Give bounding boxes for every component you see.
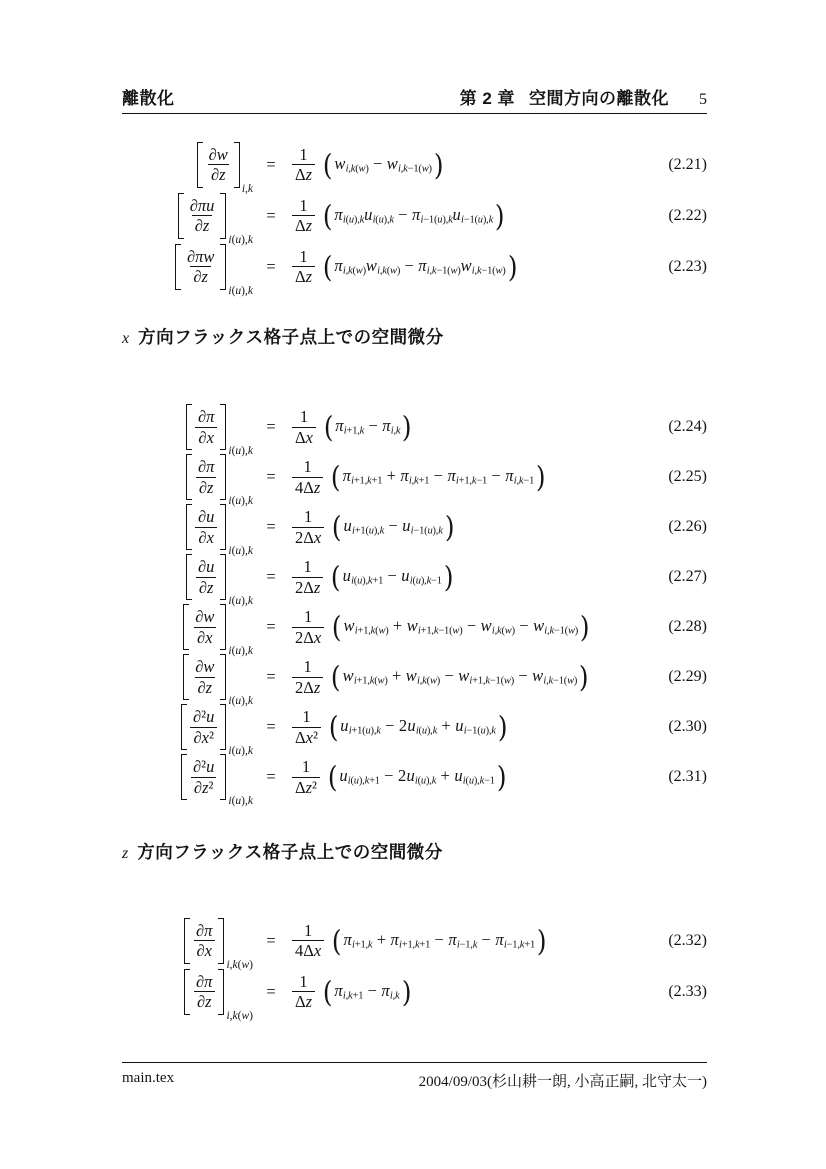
close-paren: ) bbox=[536, 923, 547, 958]
equation-lhs bbox=[183, 604, 253, 657]
equation bbox=[122, 241, 707, 297]
lhs-grid-subscript: i(u),k bbox=[228, 795, 253, 807]
close-paren: ) bbox=[401, 974, 411, 1009]
rhs-expression: $\pi_{i,k+1} - \pi_{i,k}$ bbox=[334, 980, 400, 1002]
lhs-fraction bbox=[192, 457, 220, 497]
lhs-fraction bbox=[184, 196, 221, 236]
equation-lhs bbox=[184, 969, 253, 1022]
open-paren: ( bbox=[322, 147, 333, 182]
equation-number: (2.32) bbox=[668, 931, 707, 949]
rhs-coefficient-denominator: Δz bbox=[292, 215, 315, 235]
lhs-fraction-numerator: ∂π bbox=[196, 971, 213, 991]
equation bbox=[122, 752, 707, 807]
rhs-coefficient-numerator: 1 bbox=[303, 507, 313, 527]
lhs-fraction-numerator: ∂w bbox=[195, 607, 215, 627]
equation bbox=[122, 452, 707, 507]
equation bbox=[122, 702, 707, 757]
header-chapter: 第 2 章 bbox=[459, 89, 515, 108]
lhs-fraction bbox=[189, 607, 220, 647]
equation-number: (2.21) bbox=[668, 155, 707, 173]
lhs-fraction-numerator: ∂w bbox=[195, 657, 215, 677]
equals-sign: = bbox=[266, 205, 276, 225]
equation bbox=[122, 139, 707, 195]
open-paren: ( bbox=[331, 660, 341, 694]
lhs-grid-subscript: i(u),k bbox=[228, 595, 253, 607]
close-paren: ) bbox=[579, 660, 589, 694]
rhs-coefficient-numerator: 1 bbox=[303, 657, 312, 677]
right-bracket bbox=[220, 504, 226, 550]
close-paren: ) bbox=[494, 198, 505, 233]
open-paren: ( bbox=[331, 560, 341, 594]
close-paren: ) bbox=[443, 560, 454, 594]
rhs-coefficient-denominator: Δx bbox=[292, 427, 316, 447]
equals-sign: = bbox=[266, 981, 276, 1001]
equation-rhs bbox=[289, 457, 662, 497]
lhs-fraction-denominator: ∂z bbox=[190, 266, 211, 286]
lhs-grid-subscript: i(u),k bbox=[228, 445, 253, 457]
right-bracket bbox=[220, 244, 226, 290]
section-heading bbox=[122, 324, 444, 349]
equals-sign: = bbox=[266, 717, 276, 736]
right-bracket bbox=[218, 969, 224, 1015]
rhs-coefficient-denominator: 4Δz bbox=[292, 477, 323, 497]
equation-rhs bbox=[289, 607, 662, 647]
rhs-expression: $\pi_{i(u),k}u_{i(u),k} - \pi_{i-1(u),k}u_{i-1(u),k}$ bbox=[334, 204, 494, 226]
lhs-fraction bbox=[190, 921, 218, 961]
rhs-coefficient-numerator: 1 bbox=[299, 144, 308, 164]
rhs-coefficient-fraction bbox=[289, 145, 318, 185]
rhs-coefficient-fraction bbox=[289, 196, 318, 236]
header-right bbox=[460, 84, 707, 109]
equals-sign: = bbox=[266, 767, 276, 786]
equation bbox=[122, 915, 707, 971]
lhs-fraction-denominator: ∂x bbox=[194, 627, 215, 647]
lhs-fraction bbox=[187, 757, 220, 797]
lhs-fraction-numerator: ∂u bbox=[197, 507, 215, 527]
lhs-fraction bbox=[181, 247, 220, 287]
equation-lhs bbox=[186, 404, 253, 457]
equation-lhs bbox=[186, 454, 253, 507]
rhs-coefficient-fraction bbox=[289, 657, 326, 697]
equation-rhs bbox=[289, 145, 662, 185]
equals-sign: = bbox=[266, 567, 276, 586]
equation-rhs bbox=[289, 407, 662, 447]
equation-lhs bbox=[175, 244, 253, 297]
rhs-expression: $\pi_{i,k(w)}w_{i,k(w)} - \pi_{i,k-1(w)}w_{i,k-1(w)}$ bbox=[334, 255, 506, 277]
equation-lhs bbox=[178, 193, 253, 246]
rhs-expression: $\pi_{i+1,k} - \pi_{i,k}$ bbox=[335, 416, 401, 438]
rhs-coefficient-fraction bbox=[289, 247, 318, 287]
open-paren: ( bbox=[331, 460, 341, 494]
open-paren: ( bbox=[323, 410, 334, 444]
rhs-coefficient-fraction bbox=[289, 707, 324, 747]
rhs-coefficient-denominator: 2Δx bbox=[292, 627, 324, 647]
equation-rhs bbox=[289, 707, 662, 747]
lhs-grid-subscript: i(u),k bbox=[228, 284, 253, 297]
equation bbox=[122, 402, 707, 457]
equation-number: (2.25) bbox=[668, 468, 707, 485]
equation-group bbox=[122, 402, 707, 807]
equation-number: (2.31) bbox=[668, 768, 707, 785]
right-bracket bbox=[218, 918, 224, 964]
equation bbox=[122, 502, 707, 557]
rhs-expression: $\pi_{i+1,k+1} + \pi_{i,k+1} - \pi_{i+1,k-1} - \pi_{i,k-1}$ bbox=[342, 466, 535, 488]
section-heading bbox=[122, 839, 443, 864]
rhs-expression: $w_{i+1,k(w)} + w_{i+1,k-1(w)} - w_{i,k(w)} - w_{i,k-1(w)}$ bbox=[343, 616, 579, 638]
open-paren: ( bbox=[327, 760, 338, 794]
lhs-fraction bbox=[189, 657, 220, 697]
lhs-fraction bbox=[190, 972, 218, 1012]
rhs-coefficient-numerator: 1 bbox=[303, 920, 313, 940]
lhs-fraction-denominator: ∂z bbox=[195, 677, 216, 697]
page-content bbox=[122, 0, 707, 1169]
lhs-fraction-denominator: ∂x bbox=[195, 427, 216, 447]
equation bbox=[122, 602, 707, 657]
lhs-grid-subscript: i(u),k bbox=[228, 495, 253, 507]
equation-rhs bbox=[289, 657, 662, 697]
page-header bbox=[122, 82, 707, 114]
close-paren: ) bbox=[579, 610, 590, 644]
page-footer bbox=[122, 1062, 707, 1091]
right-bracket bbox=[220, 654, 226, 700]
close-paren: ) bbox=[402, 410, 412, 444]
rhs-coefficient-denominator: 2Δz bbox=[292, 677, 323, 697]
right-bracket bbox=[234, 142, 240, 188]
open-paren: ( bbox=[322, 974, 333, 1009]
lhs-fraction-numerator: ∂π bbox=[196, 920, 213, 940]
lhs-fraction-denominator: ∂x bbox=[195, 527, 216, 547]
equation-number: (2.26) bbox=[668, 518, 707, 535]
rhs-coefficient-fraction bbox=[289, 972, 318, 1012]
section-heading-math-symbol: x bbox=[122, 330, 130, 347]
lhs-fraction-denominator: ∂z bbox=[196, 477, 217, 497]
lhs-fraction-numerator: ∂πw bbox=[186, 246, 215, 266]
equation-rhs bbox=[289, 507, 662, 547]
lhs-grid-subscript: i(u),k bbox=[228, 233, 253, 246]
equation-lhs bbox=[197, 142, 253, 195]
header-running-title: 離散化 bbox=[122, 89, 175, 108]
equation-number: (2.24) bbox=[668, 418, 707, 435]
lhs-fraction-denominator: ∂z bbox=[194, 991, 215, 1011]
rhs-coefficient-denominator: 2Δz bbox=[292, 577, 323, 597]
lhs-fraction bbox=[203, 145, 234, 185]
open-paren: ( bbox=[332, 610, 342, 644]
equation bbox=[122, 966, 707, 1022]
rhs-coefficient-fraction bbox=[289, 921, 327, 961]
equation-number: (2.29) bbox=[668, 668, 707, 685]
lhs-fraction bbox=[192, 557, 220, 597]
page-number: 5 bbox=[699, 91, 707, 108]
equation-rhs bbox=[289, 247, 662, 287]
open-paren: ( bbox=[322, 198, 333, 233]
rhs-coefficient-denominator: Δz bbox=[292, 266, 315, 286]
equals-sign: = bbox=[266, 467, 276, 486]
lhs-fraction-denominator: ∂x bbox=[194, 940, 215, 960]
lhs-fraction-numerator: ∂w bbox=[208, 144, 228, 164]
equation-lhs bbox=[181, 754, 253, 807]
lhs-grid-subscript: i(u),k bbox=[228, 745, 253, 757]
equation-number: (2.23) bbox=[668, 257, 707, 275]
right-bracket bbox=[220, 754, 226, 800]
lhs-grid-subscript: i,k(w) bbox=[226, 958, 253, 971]
equation-lhs bbox=[184, 918, 253, 971]
close-paren: ) bbox=[497, 710, 508, 744]
section-heading-math-symbol: z bbox=[122, 845, 129, 862]
lhs-fraction-numerator: ∂u bbox=[197, 557, 215, 577]
section-heading-text: 方向フラックス格子点上での空間微分 bbox=[138, 327, 444, 347]
open-paren: ( bbox=[322, 249, 333, 284]
equation-rhs bbox=[289, 757, 662, 797]
equals-sign: = bbox=[266, 617, 276, 636]
close-paren: ) bbox=[444, 510, 455, 544]
rhs-coefficient-numerator: 1 bbox=[301, 757, 311, 777]
rhs-coefficient-numerator: 1 bbox=[299, 246, 308, 266]
rhs-expression: $\pi_{i+1,k} + \pi_{i+1,k+1} - \pi_{i-1,k} - \pi_{i-1,k+1}$ bbox=[343, 929, 535, 951]
rhs-coefficient-numerator: 1 bbox=[303, 557, 312, 577]
lhs-fraction-denominator: ∂z² bbox=[191, 777, 217, 797]
lhs-fraction-numerator: ∂²u bbox=[193, 707, 215, 727]
rhs-coefficient-fraction bbox=[289, 407, 319, 447]
equation-number: (2.27) bbox=[668, 568, 707, 585]
equals-sign: = bbox=[266, 667, 276, 686]
right-bracket bbox=[220, 454, 226, 500]
open-paren: ( bbox=[328, 710, 339, 744]
close-paren: ) bbox=[535, 460, 546, 494]
close-paren: ) bbox=[433, 147, 444, 182]
rhs-coefficient-denominator: Δz bbox=[292, 991, 315, 1011]
equals-sign: = bbox=[266, 417, 276, 436]
lhs-fraction-denominator: ∂x² bbox=[190, 727, 216, 747]
equals-sign: = bbox=[266, 154, 276, 174]
lhs-fraction-denominator: ∂z bbox=[208, 164, 229, 184]
equation-group bbox=[122, 915, 707, 1022]
lhs-fraction-numerator: ∂πu bbox=[189, 195, 215, 215]
right-bracket bbox=[220, 404, 226, 450]
rhs-coefficient-numerator: 1 bbox=[299, 971, 308, 991]
equation-rhs bbox=[289, 972, 662, 1012]
lhs-grid-subscript: i,k bbox=[241, 182, 253, 195]
rhs-coefficient-denominator: Δz² bbox=[292, 777, 320, 797]
rhs-coefficient-fraction bbox=[289, 557, 326, 597]
section-heading-text: 方向フラックス格子点上での空間微分 bbox=[137, 842, 443, 862]
equation-lhs bbox=[183, 654, 253, 707]
lhs-grid-subscript: i(u),k bbox=[228, 645, 253, 657]
lhs-fraction bbox=[192, 407, 220, 447]
rhs-expression: $w_{i+1,k(w)} + w_{i,k(w)} - w_{i+1,k-1(w)} - w_{i,k-1(w)}$ bbox=[342, 666, 578, 688]
lhs-fraction-numerator: ∂²u bbox=[193, 757, 215, 777]
right-bracket bbox=[220, 704, 226, 750]
header-chapter-title: 空間方向の離散化 bbox=[529, 89, 669, 108]
equation-number: (2.28) bbox=[668, 618, 707, 635]
lhs-fraction bbox=[192, 507, 220, 547]
equation bbox=[122, 652, 707, 707]
rhs-expression: $u_{i+1(u),k} - 2u_{i(u),k} + u_{i-1(u),k}$ bbox=[340, 716, 496, 738]
equals-sign: = bbox=[266, 256, 276, 276]
rhs-coefficient-numerator: 1 bbox=[299, 407, 309, 427]
open-paren: ( bbox=[332, 923, 342, 958]
rhs-coefficient-numerator: 1 bbox=[302, 707, 311, 727]
equation bbox=[122, 552, 707, 607]
lhs-fraction-numerator: ∂π bbox=[197, 407, 215, 427]
rhs-coefficient-fraction bbox=[289, 607, 327, 647]
rhs-coefficient-numerator: 1 bbox=[299, 195, 308, 215]
lhs-grid-subscript: i,k(w) bbox=[226, 1009, 253, 1022]
equation-rhs bbox=[289, 921, 662, 961]
rhs-coefficient-denominator: Δz bbox=[292, 164, 315, 184]
lhs-fraction bbox=[187, 707, 220, 747]
equation-number: (2.22) bbox=[668, 206, 707, 224]
lhs-fraction-numerator: ∂π bbox=[197, 457, 215, 477]
rhs-coefficient-fraction bbox=[289, 457, 326, 497]
rhs-expression: $u_{i(u),k+1} - 2u_{i(u),k} + u_{i(u),k-1}$ bbox=[339, 766, 495, 788]
equals-sign: = bbox=[266, 930, 276, 950]
rhs-expression: $w_{i,k(w)} - w_{i,k-1(w)}$ bbox=[334, 153, 432, 175]
rhs-coefficient-denominator: 2Δx bbox=[292, 527, 324, 547]
equals-sign: = bbox=[266, 517, 276, 536]
equation-group bbox=[122, 139, 707, 297]
rhs-coefficient-denominator: 4Δx bbox=[292, 940, 324, 960]
close-paren: ) bbox=[507, 249, 518, 284]
footer-filename: main.tex bbox=[122, 1070, 175, 1086]
lhs-fraction-denominator: ∂z bbox=[192, 215, 213, 235]
equation-lhs bbox=[186, 554, 253, 607]
equation-number: (2.30) bbox=[668, 718, 707, 735]
rhs-coefficient-numerator: 1 bbox=[303, 457, 312, 477]
equation-number: (2.33) bbox=[668, 982, 707, 1000]
rhs-coefficient-fraction bbox=[289, 757, 323, 797]
equation-rhs bbox=[289, 557, 662, 597]
rhs-coefficient-fraction bbox=[289, 507, 327, 547]
footer-date-authors: 2004/09/03(杉山耕一朗, 小高正嗣, 北守太一) bbox=[418, 1074, 707, 1090]
rhs-coefficient-denominator: Δx² bbox=[292, 727, 321, 747]
right-bracket bbox=[220, 554, 226, 600]
right-bracket bbox=[220, 193, 226, 239]
equation-lhs bbox=[181, 704, 253, 757]
open-paren: ( bbox=[332, 510, 342, 544]
lhs-grid-subscript: i(u),k bbox=[228, 545, 253, 557]
equation bbox=[122, 190, 707, 246]
rhs-coefficient-numerator: 1 bbox=[303, 607, 313, 627]
lhs-fraction-denominator: ∂z bbox=[196, 577, 217, 597]
equation-rhs bbox=[289, 196, 662, 236]
rhs-expression: $u_{i(u),k+1} - u_{i(u),k-1}$ bbox=[342, 566, 442, 588]
equation-lhs bbox=[186, 504, 253, 557]
right-bracket bbox=[220, 604, 226, 650]
lhs-grid-subscript: i(u),k bbox=[228, 695, 253, 707]
rhs-expression: $u_{i+1(u),k} - u_{i-1(u),k}$ bbox=[343, 516, 443, 538]
close-paren: ) bbox=[496, 760, 507, 794]
